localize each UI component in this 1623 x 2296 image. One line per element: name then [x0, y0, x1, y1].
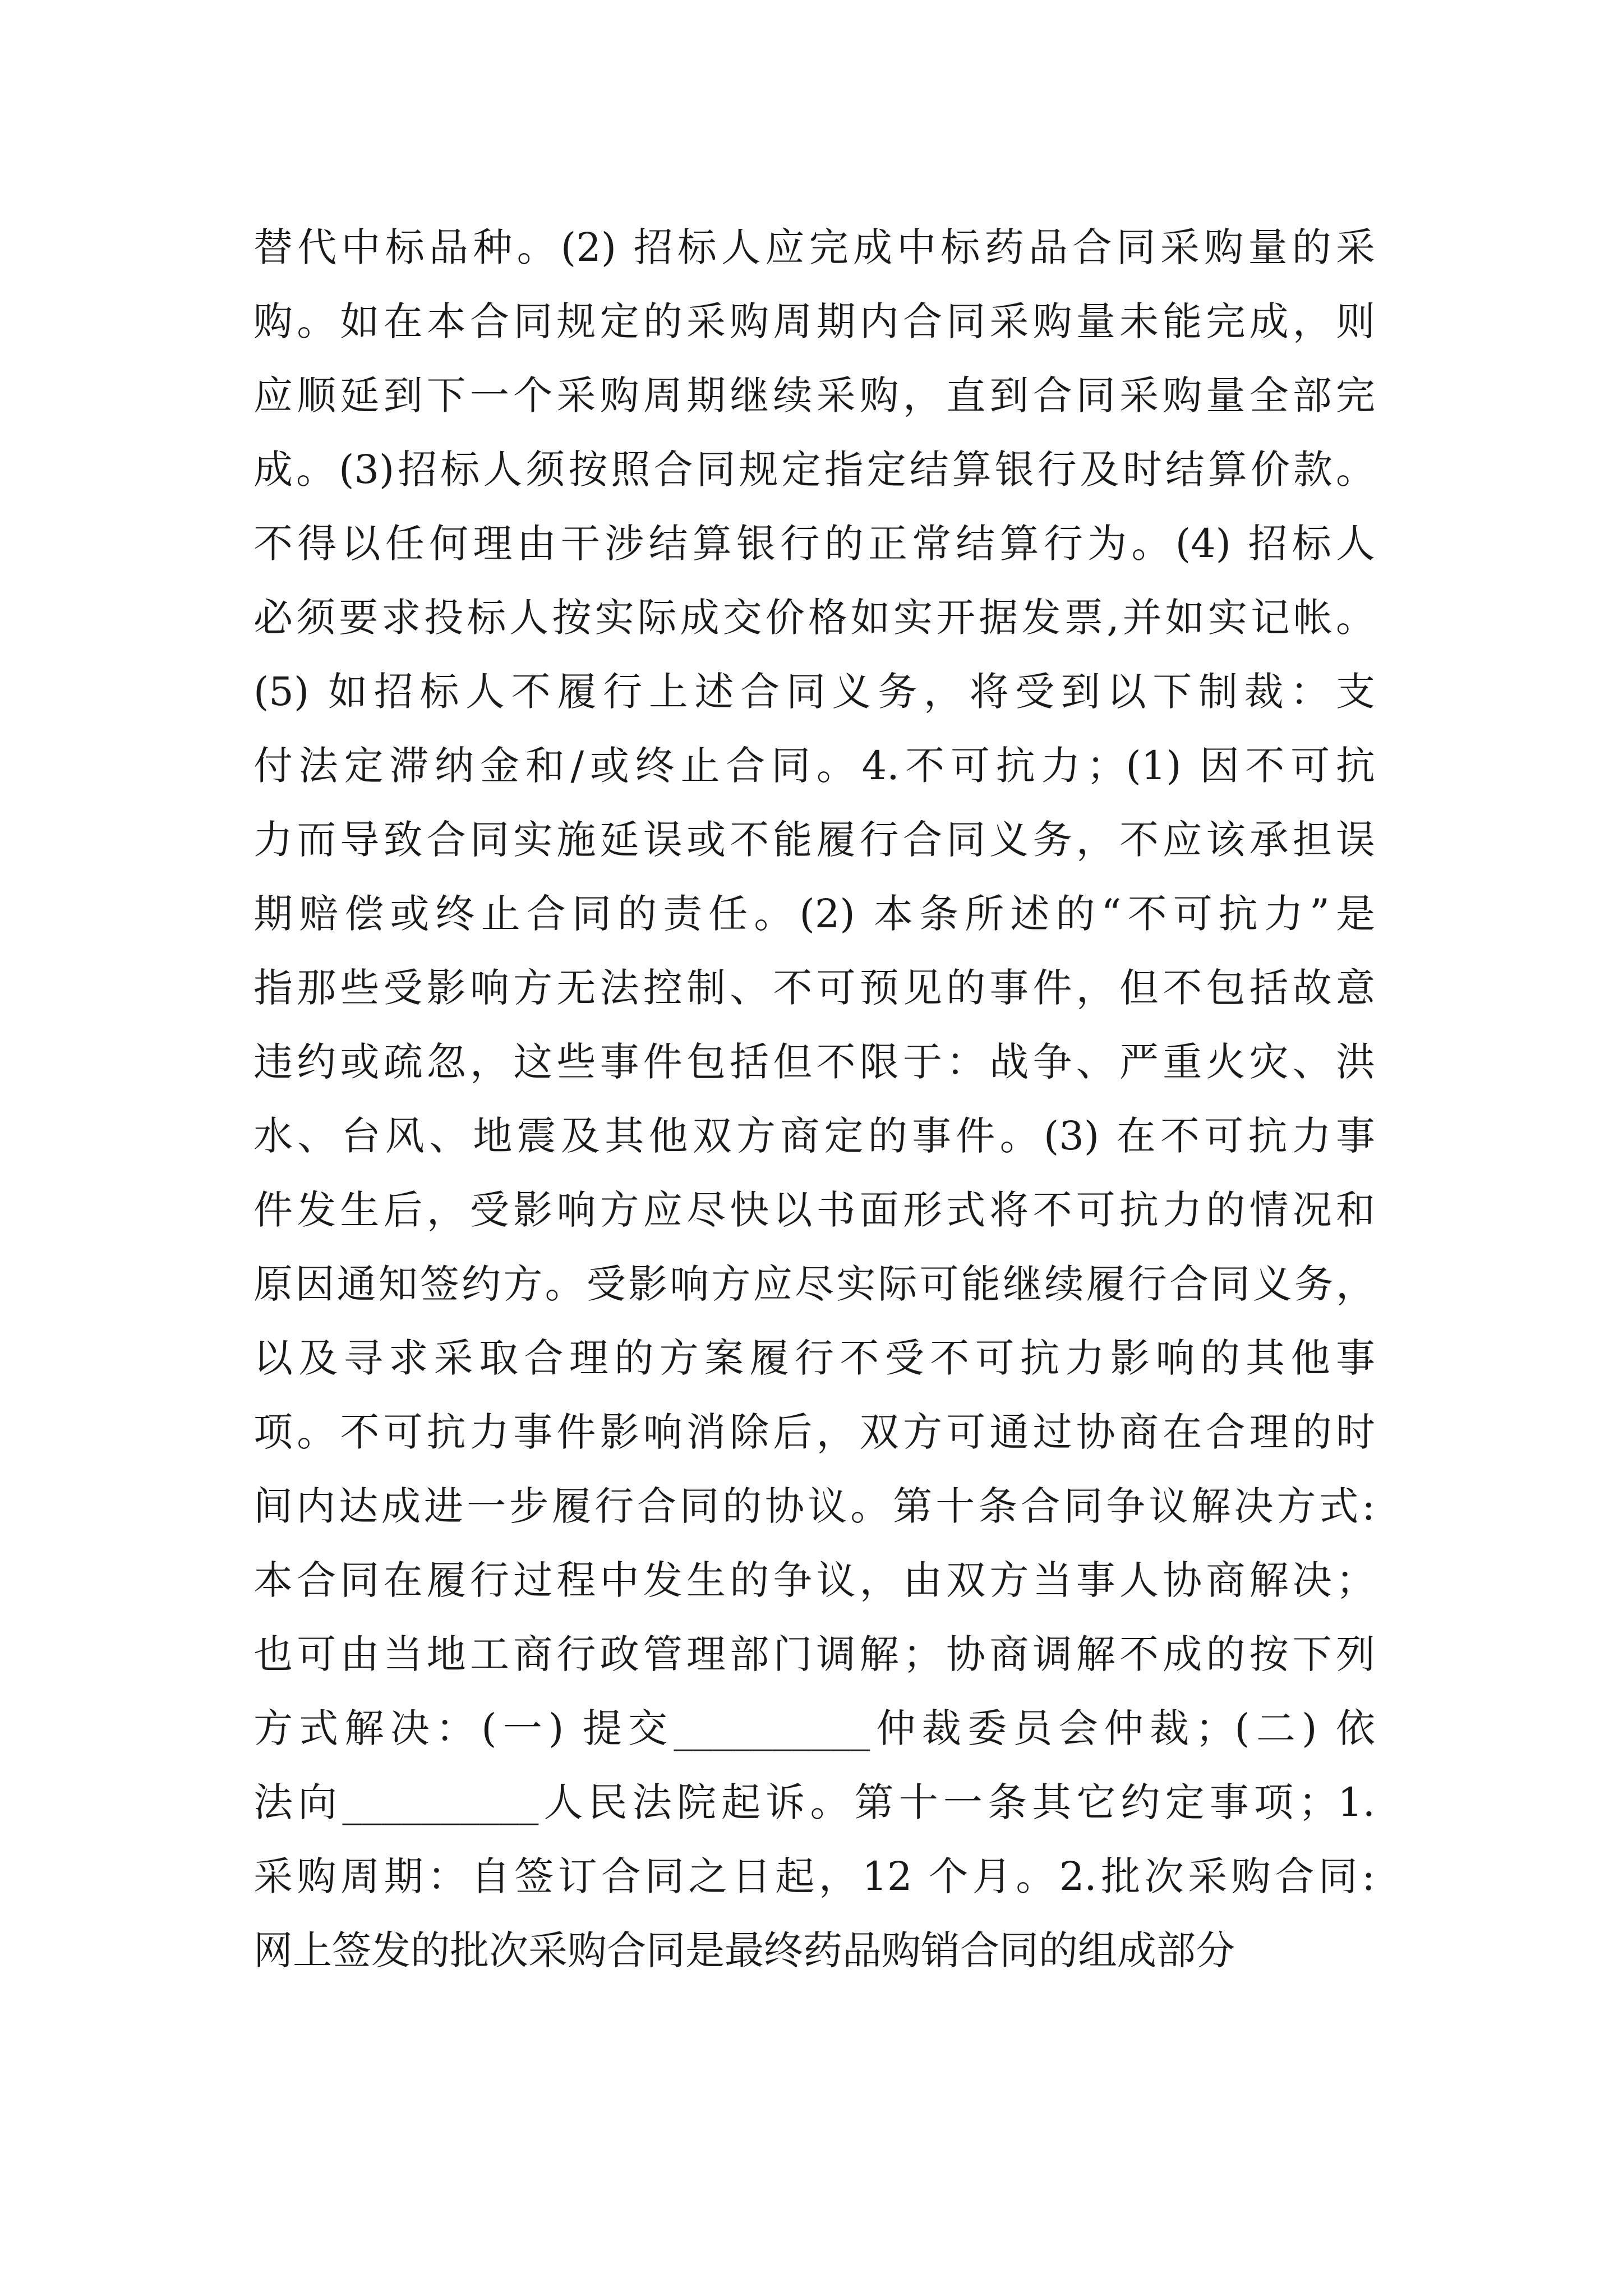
- text-line: 指那些受影响方无法控制、不可预见的事件，但不包括故意: [253, 965, 1375, 1011]
- text-line: 违约或疏忽，这些事件包括但不限于：战争、严重火灾、洪: [253, 1039, 1375, 1085]
- text-line: 采购周期：自签订合同之日起，12 个月。2.批次采购合同:: [253, 1853, 1375, 1899]
- text-line: (5) 如招标人不履行上述合同义务，将受到以下制裁：支: [253, 669, 1375, 715]
- text-line: 应顺延到下一个采购周期继续采购，直到合同采购量全部完: [253, 372, 1375, 418]
- text-line: 法向__________人民法院起诉。第十一条其它约定事项；1.: [253, 1779, 1375, 1825]
- text-line: 替代中标品种。(2) 招标人应完成中标药品合同采购量的采: [253, 224, 1375, 270]
- text-line: 期赔偿或终止合同的责任。(2) 本条所述的“不可抗力”是: [253, 891, 1375, 937]
- contract-body-text: [253, 210, 1375, 1987]
- text-line: 项。不可抗力事件影响消除后，双方可通过协商在合理的时: [253, 1409, 1375, 1455]
- text-line: 间内达成进一步履行合同的协议。第十条合同争议解决方式:: [253, 1483, 1375, 1529]
- text-line: 网上签发的批次采购合同是最终药品购销合同的组成部分: [253, 1927, 1235, 1973]
- text-line: 不得以任何理由干涉结算银行的正常结算行为。(4) 招标人: [253, 521, 1375, 567]
- text-line: 购。如在本合同规定的采购周期内合同采购量未能完成，则: [253, 298, 1375, 344]
- text-line: 成。(3)招标人须按照合同规定指定结算银行及时结算价款。: [253, 447, 1375, 493]
- text-line: 本合同在履行过程中发生的争议，由双方当事人协商解决；: [253, 1557, 1375, 1603]
- text-line: 也可由当地工商行政管理部门调解；协商调解不成的按下列: [253, 1631, 1375, 1677]
- text-line: 水、台风、地震及其他双方商定的事件。(3) 在不可抗力事: [253, 1113, 1375, 1159]
- text-line: 付法定滞纳金和/或终止合同。4.不可抗力；(1) 因不可抗: [253, 743, 1375, 789]
- text-line: 件发生后，受影响方应尽快以书面形式将不可抗力的情况和: [253, 1187, 1375, 1233]
- text-line: 方式解决：(一) 提交__________仲裁委员会仲裁；(二) 依: [253, 1705, 1375, 1751]
- text-line: 原因通知签约方。受影响方应尽实际可能继续履行合同义务，: [253, 1261, 1375, 1307]
- text-line: 力而导致合同实施延误或不能履行合同义务，不应该承担误: [253, 817, 1375, 863]
- text-line: 以及寻求采取合理的方案履行不受不可抗力影响的其他事: [253, 1335, 1375, 1381]
- text-line: 必须要求投标人按实际成交价格如实开据发票,并如实记帐。: [253, 595, 1375, 641]
